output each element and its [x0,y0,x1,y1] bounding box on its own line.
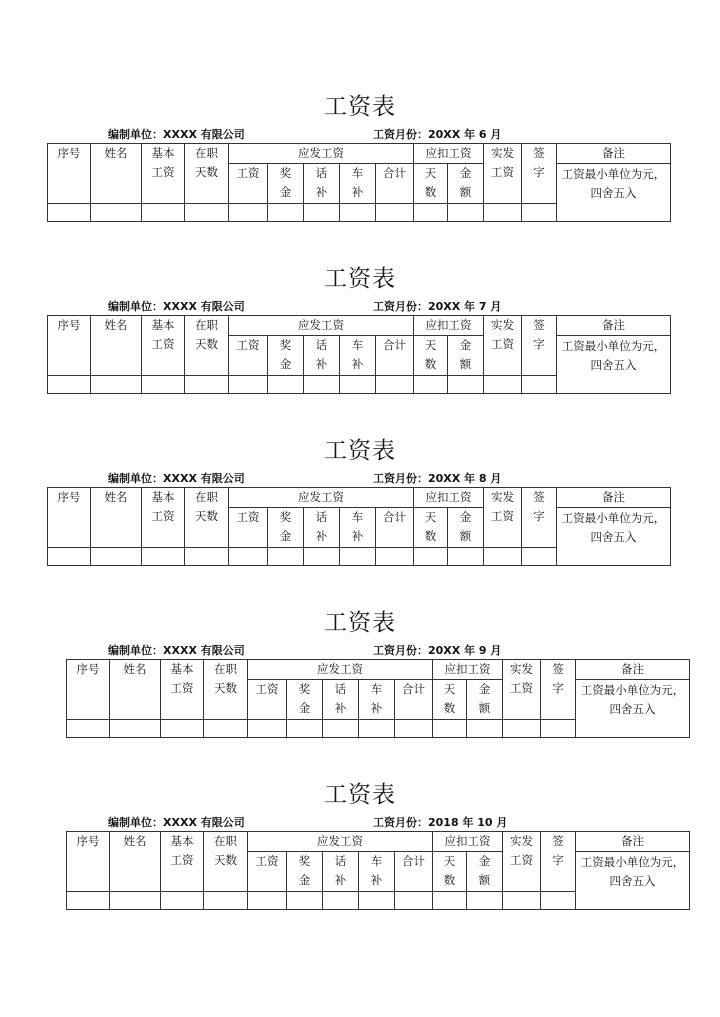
payroll-table [66,831,690,910]
cell-phone-allowance[interactable] [304,376,340,394]
header-wage: 工资 [229,164,268,204]
header-wage: 工资 [248,680,287,720]
header-base-salary: 基本 工资 [161,832,204,892]
cell-wage[interactable] [229,376,268,394]
payroll-table [47,487,671,566]
cell-total[interactable] [376,548,414,566]
header-remark: 备注 [557,488,671,508]
header-name: 姓名 [91,488,142,548]
header-seq: 序号 [67,832,110,892]
sheet-title: 工资表 [324,782,396,808]
cell-bonus[interactable] [268,548,304,566]
pay-month: 工资月份：20XX 年 6 月 [373,128,502,141]
cell-deduct-amount[interactable] [448,376,484,394]
header-base-salary: 基本 工资 [142,488,185,548]
sheet-title: 工资表 [324,266,396,292]
header-payable: 应发工资 [248,832,433,852]
header-total: 合计 [395,680,433,720]
cell-bonus[interactable] [268,204,304,222]
header-car-allowance: 车 补 [359,852,395,892]
header-days-employed: 在职 天数 [204,660,248,720]
header-base-salary: 基本 工资 [142,144,185,204]
header-total: 合计 [376,164,414,204]
header-name: 姓名 [91,144,142,204]
header-deduction: 应扣工资 [414,144,484,164]
cell-base-salary[interactable] [142,376,185,394]
sheet-title: 工资表 [324,94,396,120]
company-unit: 编制单位：XXXX 有限公司 [108,472,245,485]
cell-total[interactable] [395,892,433,910]
header-wage: 工资 [229,336,268,376]
header-name: 姓名 [110,660,161,720]
cell-base-salary[interactable] [142,204,185,222]
cell-name[interactable] [110,720,161,738]
cell-deduct-days[interactable] [414,204,448,222]
header-remark: 备注 [576,832,690,852]
cell-deduct-amount[interactable] [448,548,484,566]
remark-note: 工资最小单位为元，四舍五入 [576,680,690,738]
header-bonus: 奖 金 [268,336,304,376]
header-signature: 签 字 [541,832,576,892]
payroll-table [47,143,671,222]
cell-bonus[interactable] [268,376,304,394]
remark-note: 工资最小单位为元，四舍五入 [557,336,671,394]
cell-days-employed[interactable] [204,892,248,910]
header-deduction: 应扣工资 [433,660,503,680]
company-unit: 编制单位：XXXX 有限公司 [108,128,245,141]
header-phone-allowance: 话 补 [323,680,359,720]
cell-actual-pay[interactable] [484,548,522,566]
header-days-employed: 在职 天数 [185,488,229,548]
cell-deduct-amount[interactable] [467,892,503,910]
header-phone-allowance: 话 补 [323,852,359,892]
header-seq: 序号 [48,488,91,548]
cell-phone-allowance[interactable] [304,548,340,566]
cell-phone-allowance[interactable] [304,204,340,222]
cell-actual-pay[interactable] [503,892,541,910]
header-bonus: 奖 金 [268,164,304,204]
cell-deduct-days[interactable] [433,892,467,910]
cell-car-allowance[interactable] [340,376,376,394]
header-deduct-days: 天 数 [433,680,467,720]
header-deduct-days: 天 数 [414,508,448,548]
cell-deduct-amount[interactable] [467,720,503,738]
header-signature: 签 字 [541,660,576,720]
header-bonus: 奖 金 [287,852,323,892]
header-deduction: 应扣工资 [414,316,484,336]
cell-base-salary[interactable] [161,892,204,910]
cell-name[interactable] [91,204,142,222]
header-signature: 签 字 [522,144,557,204]
cell-actual-pay[interactable] [503,720,541,738]
cell-seq[interactable] [48,204,91,222]
header-name: 姓名 [91,316,142,376]
cell-signature[interactable] [522,376,557,394]
sheet-title: 工资表 [324,438,396,464]
header-seq: 序号 [48,144,91,204]
cell-phone-allowance[interactable] [323,720,359,738]
header-days-employed: 在职 天数 [185,316,229,376]
company-unit: 编制单位：XXXX 有限公司 [108,816,245,829]
header-total: 合计 [376,336,414,376]
cell-deduct-days[interactable] [414,548,448,566]
header-actual-pay: 实发 工资 [484,488,522,548]
header-deduct-days: 天 数 [414,164,448,204]
header-wage: 工资 [229,508,268,548]
header-bonus: 奖 金 [287,680,323,720]
remark-note: 工资最小单位为元，四舍五入 [576,852,690,910]
cell-bonus[interactable] [287,892,323,910]
cell-days-employed[interactable] [185,376,229,394]
cell-deduct-days[interactable] [433,720,467,738]
cell-name[interactable] [91,376,142,394]
header-deduct-amount: 金 额 [467,680,503,720]
cell-name[interactable] [110,892,161,910]
cell-total[interactable] [376,204,414,222]
pay-month: 工资月份：2018 年 10 月 [373,816,508,829]
header-remark: 备注 [576,660,690,680]
cell-signature[interactable] [522,548,557,566]
header-remark: 备注 [557,316,671,336]
cell-signature[interactable] [541,720,576,738]
payroll-table [47,315,671,394]
cell-name[interactable] [91,548,142,566]
sheet-title: 工资表 [324,610,396,636]
header-total: 合计 [395,852,433,892]
cell-total[interactable] [395,720,433,738]
header-car-allowance: 车 补 [340,508,376,548]
cell-bonus[interactable] [287,720,323,738]
pay-month: 工资月份：20XX 年 9 月 [373,644,502,657]
header-deduct-amount: 金 额 [448,164,484,204]
header-deduct-amount: 金 额 [467,852,503,892]
cell-car-allowance[interactable] [340,548,376,566]
header-days-employed: 在职 天数 [204,832,248,892]
cell-deduct-amount[interactable] [448,204,484,222]
cell-actual-pay[interactable] [484,376,522,394]
cell-wage[interactable] [229,548,268,566]
cell-signature[interactable] [522,204,557,222]
header-deduct-amount: 金 额 [448,508,484,548]
cell-base-salary[interactable] [142,548,185,566]
cell-signature[interactable] [541,892,576,910]
header-signature: 签 字 [522,316,557,376]
cell-car-allowance[interactable] [340,204,376,222]
cell-days-employed[interactable] [204,720,248,738]
header-payable: 应发工资 [229,488,414,508]
header-phone-allowance: 话 补 [304,336,340,376]
header-actual-pay: 实发 工资 [484,316,522,376]
remark-note: 工资最小单位为元，四舍五入 [557,508,671,566]
pay-month: 工资月份：20XX 年 7 月 [373,300,502,313]
header-name: 姓名 [110,832,161,892]
header-remark: 备注 [557,144,671,164]
cell-wage[interactable] [248,892,287,910]
header-car-allowance: 车 补 [359,680,395,720]
header-deduct-amount: 金 额 [448,336,484,376]
cell-car-allowance[interactable] [359,892,395,910]
cell-car-allowance[interactable] [359,720,395,738]
cell-seq[interactable] [48,548,91,566]
header-payable: 应发工资 [229,144,414,164]
header-bonus: 奖 金 [268,508,304,548]
header-actual-pay: 实发 工资 [484,144,522,204]
header-phone-allowance: 话 补 [304,508,340,548]
cell-days-employed[interactable] [185,204,229,222]
header-actual-pay: 实发 工资 [503,660,541,720]
header-deduction: 应扣工资 [433,832,503,852]
header-base-salary: 基本 工资 [142,316,185,376]
cell-wage[interactable] [229,204,268,222]
cell-seq[interactable] [67,720,110,738]
header-total: 合计 [376,508,414,548]
payroll-table [66,659,690,738]
cell-base-salary[interactable] [161,720,204,738]
header-payable: 应发工资 [248,660,433,680]
header-phone-allowance: 话 补 [304,164,340,204]
pay-month: 工资月份：20XX 年 8 月 [373,472,502,485]
cell-total[interactable] [376,376,414,394]
header-signature: 签 字 [522,488,557,548]
header-deduction: 应扣工资 [414,488,484,508]
company-unit: 编制单位：XXXX 有限公司 [108,644,245,657]
header-wage: 工资 [248,852,287,892]
header-deduct-days: 天 数 [414,336,448,376]
company-unit: 编制单位：XXXX 有限公司 [108,300,245,313]
header-seq: 序号 [67,660,110,720]
cell-seq[interactable] [48,376,91,394]
header-base-salary: 基本 工资 [161,660,204,720]
cell-days-employed[interactable] [185,548,229,566]
cell-seq[interactable] [67,892,110,910]
cell-deduct-days[interactable] [414,376,448,394]
header-car-allowance: 车 补 [340,336,376,376]
header-car-allowance: 车 补 [340,164,376,204]
remark-note: 工资最小单位为元，四舍五入 [557,164,671,222]
header-actual-pay: 实发 工资 [503,832,541,892]
cell-wage[interactable] [248,720,287,738]
header-days-employed: 在职 天数 [185,144,229,204]
cell-actual-pay[interactable] [484,204,522,222]
cell-phone-allowance[interactable] [323,892,359,910]
header-payable: 应发工资 [229,316,414,336]
header-deduct-days: 天 数 [433,852,467,892]
header-seq: 序号 [48,316,91,376]
